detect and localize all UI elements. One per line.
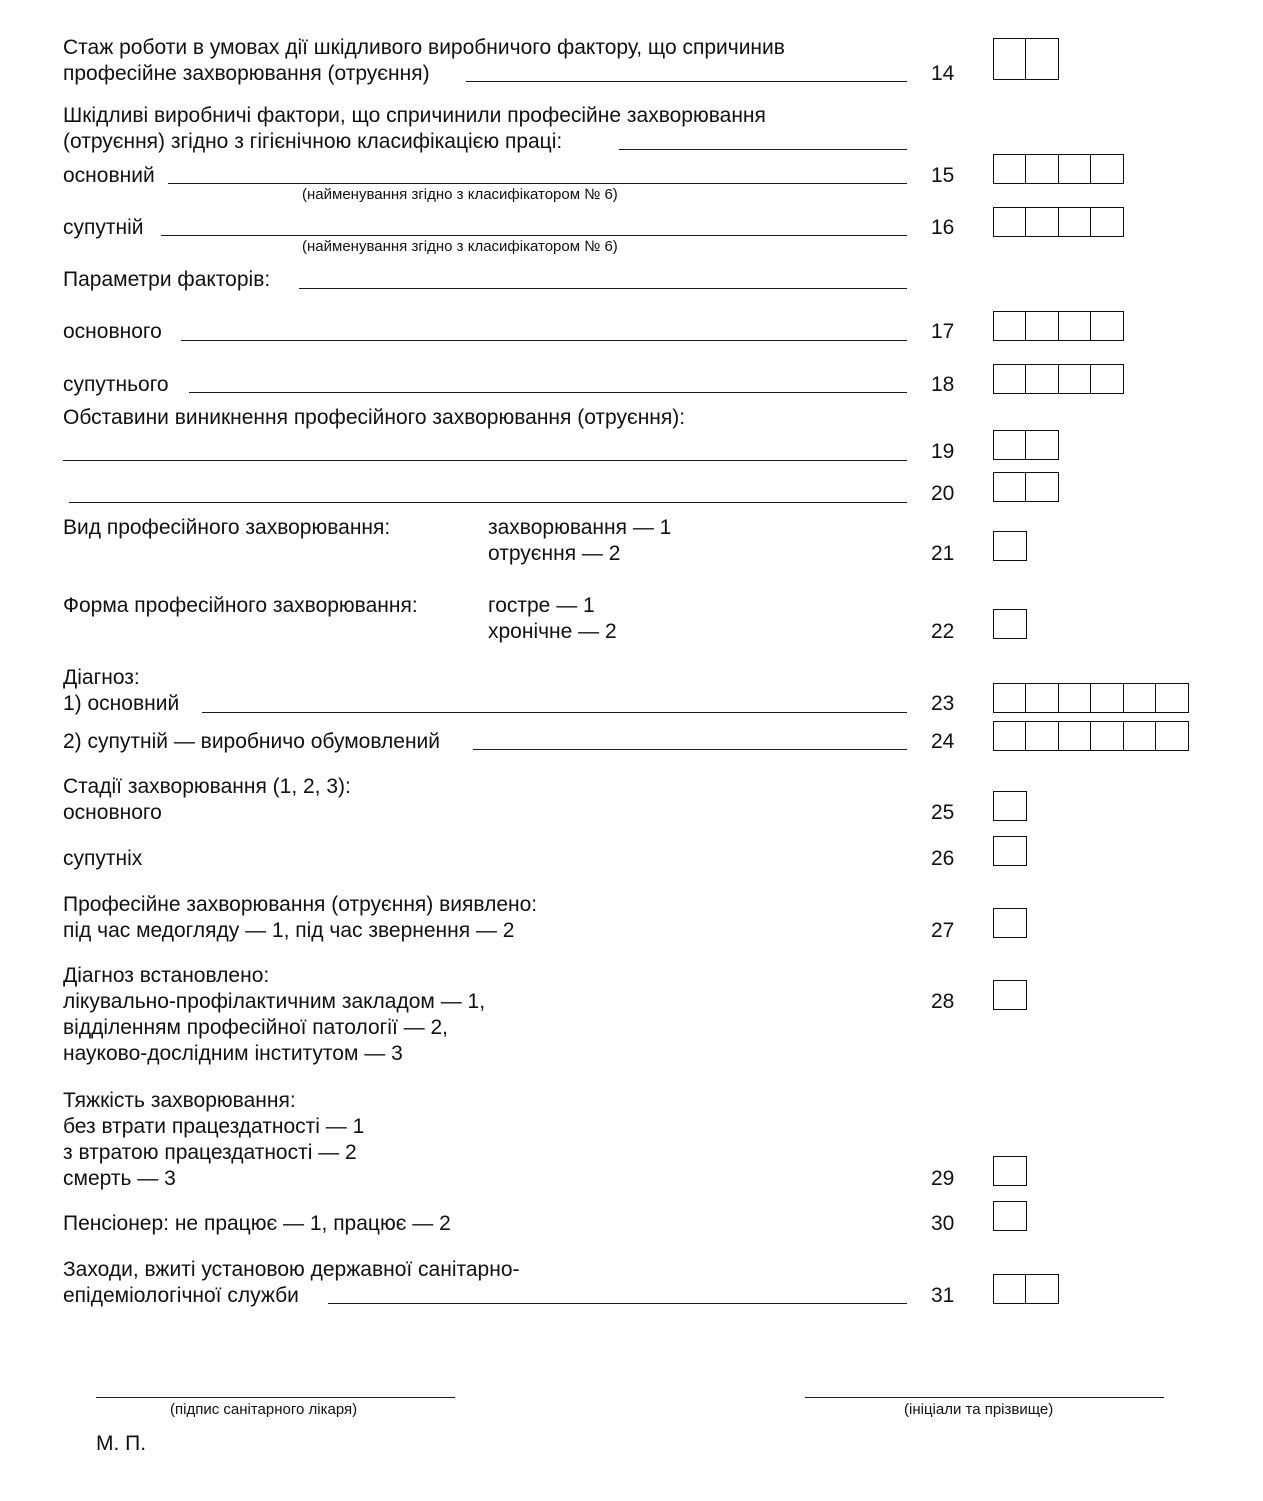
field-19-code-boxes[interactable] <box>993 430 1058 460</box>
factors-label-line1: Шкідливі виробничі фактори, що спричинили професійне захворювання <box>63 104 766 127</box>
field-18-number: 18 <box>931 373 955 396</box>
field-22-number: 22 <box>931 620 955 643</box>
field-26-number: 26 <box>931 847 955 870</box>
code-box[interactable] <box>993 683 1027 713</box>
field-30-code-boxes[interactable] <box>993 1201 1025 1231</box>
field-21-code-boxes[interactable] <box>993 531 1025 561</box>
code-box[interactable] <box>993 430 1027 460</box>
field-18-code-boxes[interactable] <box>993 364 1123 394</box>
field-25-number: 25 <box>931 801 955 824</box>
field-29-code-boxes[interactable] <box>993 1156 1025 1186</box>
params-label: Параметри факторів: <box>63 268 271 291</box>
field-14-number: 14 <box>931 62 955 85</box>
code-box[interactable] <box>993 364 1027 394</box>
sanitary-doctor-signature-line[interactable] <box>96 1397 455 1398</box>
field-24-label: 2) супутній — виробничо обумовлений <box>63 730 441 753</box>
field-24-number: 24 <box>931 730 955 753</box>
field-19-number: 19 <box>931 440 955 463</box>
field-29-number: 29 <box>931 1167 955 1190</box>
code-box[interactable] <box>993 908 1027 938</box>
factors-label-line2: (отруєння) згідно з гігієнічною класифікацією праці: <box>63 130 563 153</box>
field-15-code-boxes[interactable] <box>993 154 1123 184</box>
field-29-label-line2: без втрати працездатності — 1 <box>63 1115 365 1138</box>
field-28-number: 28 <box>931 990 955 1013</box>
field-28-label-line3: відділенням професійної патології — 2, <box>63 1016 448 1039</box>
sanitary-doctor-signature-caption: (підпис санітарного лікаря) <box>170 1401 358 1418</box>
field-15-line[interactable] <box>168 183 907 184</box>
field-23-code-boxes[interactable] <box>993 683 1187 713</box>
code-box[interactable] <box>1090 207 1124 237</box>
code-box[interactable] <box>1025 721 1059 751</box>
field-20-line[interactable] <box>69 502 907 503</box>
field-17-label: основного <box>63 320 162 343</box>
field-17-line[interactable] <box>181 340 907 341</box>
code-box[interactable] <box>1155 721 1189 751</box>
code-box[interactable] <box>1090 311 1124 341</box>
field-30-number: 30 <box>931 1212 955 1235</box>
code-box[interactable] <box>993 311 1027 341</box>
field-28-label-line1: Діагноз встановлено: <box>63 964 270 987</box>
code-box[interactable] <box>1155 683 1189 713</box>
code-box[interactable] <box>1025 207 1059 237</box>
field-14-line[interactable] <box>466 81 907 82</box>
code-box[interactable] <box>1058 311 1092 341</box>
field-23-line[interactable] <box>202 712 907 713</box>
code-box[interactable] <box>993 472 1027 502</box>
code-box[interactable] <box>1058 683 1092 713</box>
field-18-line[interactable] <box>189 392 907 393</box>
field-22-code-boxes[interactable] <box>993 609 1025 639</box>
field-29-label-line3: з втратою працездатності — 2 <box>63 1141 357 1164</box>
field-19-line[interactable] <box>63 460 907 461</box>
code-box[interactable] <box>993 531 1027 561</box>
circumstances-label: Обставини виникнення професійного захворювання (отруєння): <box>63 406 686 429</box>
field-16-code-boxes[interactable] <box>993 207 1123 237</box>
field-31-code-boxes[interactable] <box>993 1274 1058 1304</box>
name-initials-line[interactable] <box>805 1397 1164 1398</box>
field-14-label-line1: Стаж роботи в умовах дії шкідливого виробничого фактору, що спричинив <box>63 36 785 59</box>
field-22-label: Форма професійного захворювання: <box>63 594 418 617</box>
field-31-line[interactable] <box>328 1303 907 1304</box>
code-box[interactable] <box>1025 430 1059 460</box>
field-14-code-boxes[interactable] <box>993 38 1058 80</box>
factors-line[interactable] <box>619 149 907 150</box>
field-31-number: 31 <box>931 1284 955 1307</box>
field-22-option-1: гостре — 1 <box>488 594 595 617</box>
code-box[interactable] <box>993 154 1027 184</box>
field-21-number: 21 <box>931 542 955 565</box>
code-box[interactable] <box>993 791 1027 821</box>
field-31-label-line2: епідеміологічної служби <box>63 1284 299 1307</box>
code-box[interactable] <box>993 721 1027 751</box>
code-box[interactable] <box>1058 721 1092 751</box>
field-20-number: 20 <box>931 482 955 505</box>
field-27-number: 27 <box>931 919 955 942</box>
field-27-code-boxes[interactable] <box>993 908 1025 938</box>
field-31-label-line1: Заходи, вжиті установою державної санітарно- <box>63 1258 520 1281</box>
code-box[interactable] <box>1025 38 1059 80</box>
field-15-label: основний <box>63 164 155 187</box>
code-box[interactable] <box>993 1201 1027 1231</box>
code-box[interactable] <box>1090 721 1124 751</box>
code-box[interactable] <box>1058 207 1092 237</box>
field-21-label: Вид професійного захворювання: <box>63 516 391 539</box>
field-14-label-line2: професійне захворювання (отруєння) <box>63 62 430 85</box>
field-28-label-line4: науково-дослідним інститутом — 3 <box>63 1042 403 1065</box>
field-18-label: супутнього <box>63 373 169 396</box>
field-24-code-boxes[interactable] <box>993 721 1187 751</box>
code-box[interactable] <box>993 207 1027 237</box>
code-box[interactable] <box>1025 154 1059 184</box>
field-29-label-line1: Тяжкість захворювання: <box>63 1089 296 1112</box>
code-box[interactable] <box>993 980 1027 1010</box>
field-23-number: 23 <box>931 692 955 715</box>
field-21-option-1: захворювання — 1 <box>488 516 672 539</box>
field-17-code-boxes[interactable] <box>993 311 1123 341</box>
code-box[interactable] <box>1025 311 1059 341</box>
field-16-number: 16 <box>931 216 955 239</box>
field-28-code-boxes[interactable] <box>993 980 1025 1010</box>
code-box[interactable] <box>1025 1274 1059 1304</box>
code-box[interactable] <box>1025 683 1059 713</box>
field-26-code-boxes[interactable] <box>993 836 1025 866</box>
code-box[interactable] <box>1123 721 1157 751</box>
field-30-label: Пенсіонер: не працює — 1, працює — 2 <box>63 1212 451 1235</box>
field-16-line[interactable] <box>161 235 907 236</box>
field-15-number: 15 <box>931 164 955 187</box>
stages-label: Стадії захворювання (1, 2, 3): <box>63 775 351 798</box>
field-16-label: супутній <box>63 216 144 239</box>
name-initials-caption: (ініціали та прізвище) <box>904 1401 1054 1418</box>
field-22-option-2: хронічне — 2 <box>488 620 617 643</box>
field-25-code-boxes[interactable] <box>993 791 1025 821</box>
diagnosis-label: Діагноз: <box>63 666 140 689</box>
code-box[interactable] <box>1090 154 1124 184</box>
code-box[interactable] <box>1090 683 1124 713</box>
field-26-label: супутніх <box>63 847 143 870</box>
code-box[interactable] <box>993 609 1027 639</box>
field-15-caption: (найменування згідно з класифікатором № 6) <box>302 186 618 203</box>
field-28-label-line2: лікувально-профілактичним закладом — 1, <box>63 990 486 1013</box>
code-box[interactable] <box>1025 472 1059 502</box>
code-box[interactable] <box>1058 364 1092 394</box>
code-box[interactable] <box>993 836 1027 866</box>
field-27-label-line2: під час медогляду — 1, під час звернення — 2 <box>63 919 515 942</box>
code-box[interactable] <box>1058 154 1092 184</box>
code-box[interactable] <box>1025 364 1059 394</box>
field-23-label: 1) основний <box>63 692 180 715</box>
field-16-caption: (найменування згідно з класифікатором № 6) <box>302 238 618 255</box>
code-box[interactable] <box>1123 683 1157 713</box>
field-29-label-line4: смерть — 3 <box>63 1167 176 1190</box>
code-box[interactable] <box>993 38 1027 80</box>
code-box[interactable] <box>993 1274 1027 1304</box>
field-27-label-line1: Професійне захворювання (отруєння) виявлено: <box>63 893 538 916</box>
code-box[interactable] <box>993 1156 1027 1186</box>
field-24-line[interactable] <box>473 749 907 750</box>
field-20-code-boxes[interactable] <box>993 472 1058 502</box>
params-line[interactable] <box>299 288 907 289</box>
stamp-place-label: М. П. <box>96 1432 147 1455</box>
field-17-number: 17 <box>931 320 955 343</box>
code-box[interactable] <box>1090 364 1124 394</box>
field-25-label: основного <box>63 801 162 824</box>
field-21-option-2: отруєння — 2 <box>488 542 621 565</box>
